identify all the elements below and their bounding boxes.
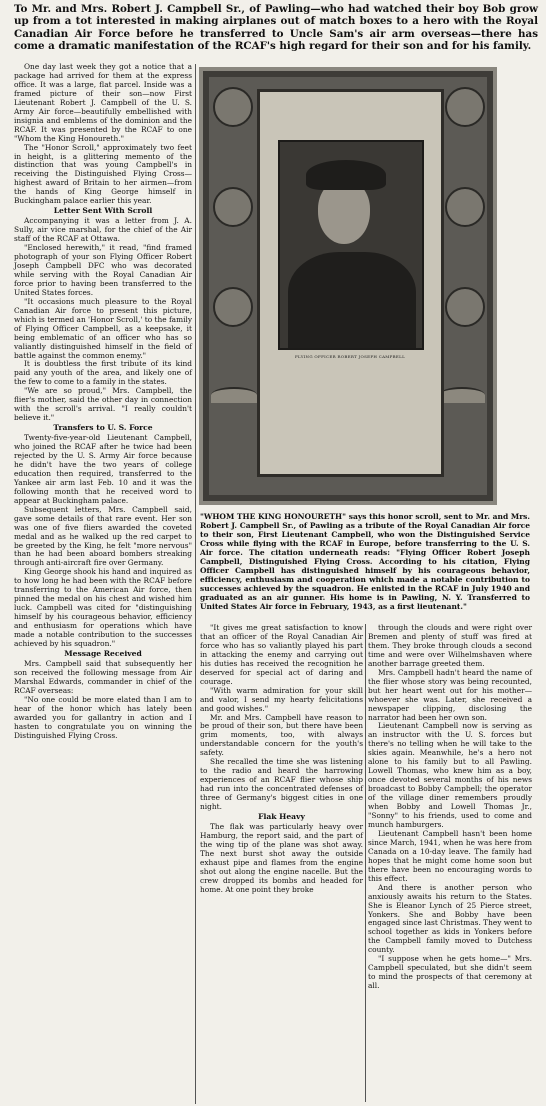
wings-icon [211,387,257,403]
paragraph: The "Honor Scroll," approximately two feet in height, is a glittering memento of the distinction that was young Campbell's in receiving the Distinguished Flying Cross—highest award of Britain to her airmen—from the hands of King George himself in Buckingham palace earlier this year. [14,142,192,206]
right-column [368,624,532,991]
paragraph: Mr. and Mrs. Campbell have reason to be proud of their son, but there have been grim moments, too, with always understandable concern for the youth's safety. [200,712,363,758]
column-rule [195,64,196,1104]
paragraph: Mrs. Campbell said that subsequently her son received the following message from Air Marshal Edwards, commander in chief of the RCAF overseas: [14,658,192,695]
paragraph: through the clouds and were right over Bremen and plenty of stuff was fired at them. They broke through clouds a second time and were over Wilhelmshaven where another barrage greeted them. [368,623,532,668]
caption-body: says this honor scroll, sent to Mr. and Mrs. Robert J. Campbell Sr., of Pawling as a tribute of the Royal Canadian Air force to their son, First Lieutenant Campbell, who won the Distinguished Service Cross while flying with the RCAF in Europe, before transferring to the U. S. Air force. The citation underneath reads: "Flying Officer Robert Joseph Campbell, Distinguished Flying Cross. According to his citation, Flying Officer Campbell has distinguished himself by his courageous behavior, efficiency, enthusiasm and cooperation which made a notable contribution to successes achieved by the squadron. He enlisted in the RCAF in July 1940 and graduated as an air gunner. His home is in Pawling, N. Y. Transferred to United States Air force in February, 1943, as a first lieutenant." [200,512,530,611]
paragraph: Subsequent letters, Mrs. Campbell said, gave some details of that rare event. Her son was one of five fliers awarded the coveted medal and as he walked up the red carpet to be greeted by the King, he felt "more nervous" than he had been aboard bombers streaking through anti-aircraft fire over Germany. [14,504,192,568]
paragraph: "Enclosed herewith," it read, "find framed photograph of your son Flying Officer Robert Joseph Campbell DFC who was decorated while serving with the Royal Canadian Air force prior to having been transferred to the United States forces. [14,243,192,297]
subhead-letter-sent: Letter Sent With Scroll [53,206,153,216]
left-column [14,63,192,740]
scroll-caption: FLYING OFFICER ROBERT JOSEPH CAMPBELL [294,354,406,359]
caption-head: "WHOM THE KING HONOURETH" [200,512,347,521]
subhead-message-received: Message Received [64,648,142,658]
paragraph: One day last week they got a notice that a package had arrived for them at the express office. It was a large, flat parcel. Inside was a framed picture of their son—now First Lieutenant Robert J. Campbell of the U. S. Army Air force—beautifully embellished with insignia and emblems of the dominion and the RCAF. It was presented by the RCAF to one "Whom the King Honoureth." [14,62,192,143]
subhead-transfers: Transfers to U. S. Force [53,423,153,433]
emblem-icon [213,187,253,227]
left-column-intro [14,63,192,206]
paragraph: "It gives me great satisfaction to know that an officer of the Royal Canadian Air force who has so valiantly played his part in attacking the enemy and carrying out his duties has received the recognition he deserved for special act of daring and courage. [200,623,363,686]
middle-column-flak [200,823,363,895]
middle-column-text [200,624,363,812]
paragraph: It is doubtless the first tribute of its kind paid any youth of the area, and likely one of the few to come to a family in the states. [14,359,192,387]
paragraph: Lieutenant Campbell now is serving as an instructor with the U. S. forces but there's no telling when he will take to the skies again. Meanwhile, he's a hero not alone to his family but to all Pawling. Lowell Thomas, who knew him as a boy, once devoted several months of his news broadcast to Bobby Campbell; the operator of the village diner remembers proudly when Bobby and Lowell Thomas Jr., "Sonny" to his friends, used to come and munch hamburgers. [368,721,532,829]
subhead-flak-heavy: Flak Heavy [258,812,305,822]
paragraph: "With warm admiration for your skill and valor, I send my hearty felicitations and good wishes." [200,685,363,713]
paragraph: Lieutenant Campbell hasn't been home since March, 1941, when he was here from Canada on a 10-day leave. The family had hopes that he might come home soon but there have been no encouraging words to this effect. [368,828,532,883]
wings-icon [439,387,485,403]
portrait-photo [278,140,424,350]
scroll-frame [257,89,444,477]
paragraph: Twenty-five-year-old Lieutenant Campbell, who joined the RCAF after he twice had been rejected by the U. S. Army Air force because he didn't have the two years of college education then required, transferred to the Yankee air arm last Feb. 10 and it was the following month that he received word to appear at Buckingham palace. [14,433,192,505]
paragraph: "It occasions much pleasure to the Royal Canadian Air force to present this picture, which is termed an 'Honor Scroll,' to the family of Flying Officer Campbell, as a keepsake, it being emblematic of an officer who has so valiantly distinguished himself in the field of battle against the common enemy." [14,296,192,360]
paragraph: King George shook his hand and inquired as to how long he had been with the RCAF before transferring to the American Air force, then pinned the medal on his chest and wished him luck. Campbell was cited for "distinguishing himself by his courageous behavior, efficiency and enthusiasm for operations which have made a notable contribution to the successes achieved by his squadron." [14,567,192,648]
paragraph: The flak was particularly heavy over Hamburg, the report said, and the part of the wing tip of the plane was shot away. The next burst shot away the outside exhaust pipe and flames from the engine shot out along the engine nacelle. But the crew dropped its bombs and headed for home. At one point they broke [200,821,363,894]
left-column-transfers [14,434,192,649]
paragraph: Accompanying it was a letter from J. A. Sully, air vice marshal, for the chief of the Air staff of the RCAF at Ottawa. [14,216,192,244]
emblem-icon [213,287,253,327]
left-column-message [14,660,192,741]
paragraph: And there is another person who anxiously awaits his return to the States. She is Eleanor Lynch of 25 Pierce street, Yonkers. She and Bobby have been engaged since last Christmas. They went to school together as kids in Yonkers before the Campbell family moved to Dutchess county. [368,882,532,955]
paragraph: "I suppose when he gets home—" Mrs. Campbell speculated, but she didn't seem to mind the prospects of that ceremony at all. [368,954,532,991]
emblem-icon [445,287,485,327]
photo-caption [200,512,530,611]
paragraph: "We are so proud," Mrs. Campbell, the flier's mother, said the other day in connection with the scroll's arrival. "I really couldn't believe it." [14,386,192,423]
officer-cap-shape [306,160,386,190]
column-rule [365,624,366,1102]
paragraph: Mrs. Campbell hadn't heard the name of the flier whose story was being recounted, but her heart went out for his mother—whoever she was. Later, she received a newspaper clipping, disclosing the narrator had been her own son. [368,667,532,722]
uniform-shape [288,252,416,350]
left-column-letter [14,217,192,423]
paragraph: She recalled the time she was listening to the radio and heard the harrowing experiences of an RCAF flier whose ship had run into the concentrated defenses of three of Germany's biggest cities in one night. [200,757,363,812]
paragraph: "No one could be more elated than I am to hear of the honor which has lately been awarded you for gallantry in action and I hasten to congratulate you on winning the Distinguished Flying Cross. [14,694,192,740]
article-headline: To Mr. and Mrs. Robert J. Campbell Sr., of Pawling—who had watched their boy Bob grow up from a tot interested in making airplanes out of match boxes to a hero with the Royal Canadian Air Force before he transferred to Uncle Sam's air arm overseas—there has come a dramatic manifestation of the RCAF's high regard for their son and for his family. [14,3,538,53]
middle-column [200,624,363,895]
emblem-icon [213,87,253,127]
honor-scroll-photo [199,67,497,505]
emblem-icon [445,187,485,227]
right-column-text [368,624,532,991]
emblem-icon [445,87,485,127]
